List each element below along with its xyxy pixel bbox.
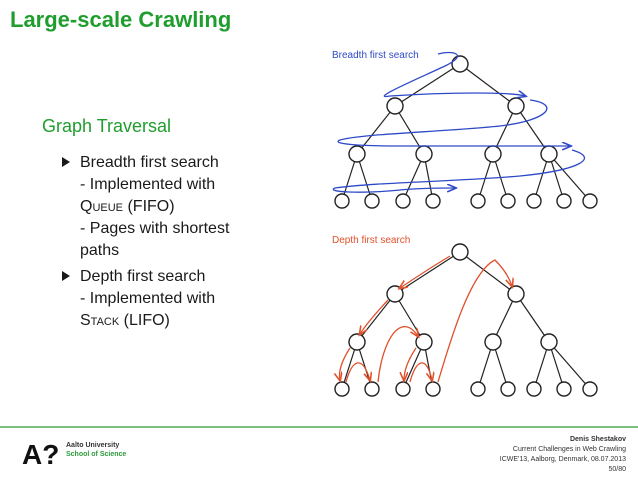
bullet-bfs-line4: - Pages with shortest	[80, 220, 230, 237]
bfs-tree-edges	[342, 64, 590, 201]
bfs-path	[333, 53, 584, 193]
bullet-triangle-icon	[62, 271, 70, 281]
footer-author: Denis Shestakov	[569, 436, 626, 443]
stack-term: Stack	[80, 312, 120, 329]
slide-title: Large-scale Crawling	[10, 7, 232, 32]
page-number: 50/80	[608, 466, 626, 473]
bfs-diagram-label: Breadth first search	[332, 50, 419, 61]
aalto-logo-icon	[22, 438, 62, 468]
bullet-bfs	[60, 152, 300, 262]
bullet-dfs-line1: Depth first search	[80, 268, 206, 285]
logo-text: A?	[22, 439, 60, 468]
bullet-bfs-line5: paths	[80, 242, 120, 259]
dfs-diagram-label: Depth first search	[332, 235, 411, 246]
section-heading: Graph Traversal	[42, 116, 172, 136]
bullet-list	[60, 152, 300, 336]
university-line1: Aalto University	[66, 442, 120, 449]
footer-info	[500, 435, 626, 475]
footer-venue: ICWE'13, Aalborg, Denmark, 08.07.2013	[499, 456, 626, 463]
bullet-dfs	[60, 266, 300, 332]
lifo-term: (LIFO)	[119, 312, 170, 329]
university-name	[66, 441, 126, 459]
bullet-dfs-line3	[80, 310, 300, 332]
bullet-bfs-line3	[80, 196, 300, 218]
bullet-bfs-line2: - Implemented with	[80, 176, 216, 193]
fifo-term: (FIFO)	[123, 198, 175, 215]
bullet-bfs-line1: Breadth first search	[80, 154, 219, 171]
bullet-dfs-line2: - Implemented with	[80, 290, 216, 307]
queue-term: Queue	[80, 198, 124, 215]
traversal-diagram	[320, 42, 620, 412]
university-line2: School of Science	[66, 451, 127, 458]
bullet-triangle-icon	[62, 157, 70, 167]
footer-talk: Current Challenges in Web Crawling	[512, 446, 626, 453]
footer-divider	[0, 426, 638, 428]
